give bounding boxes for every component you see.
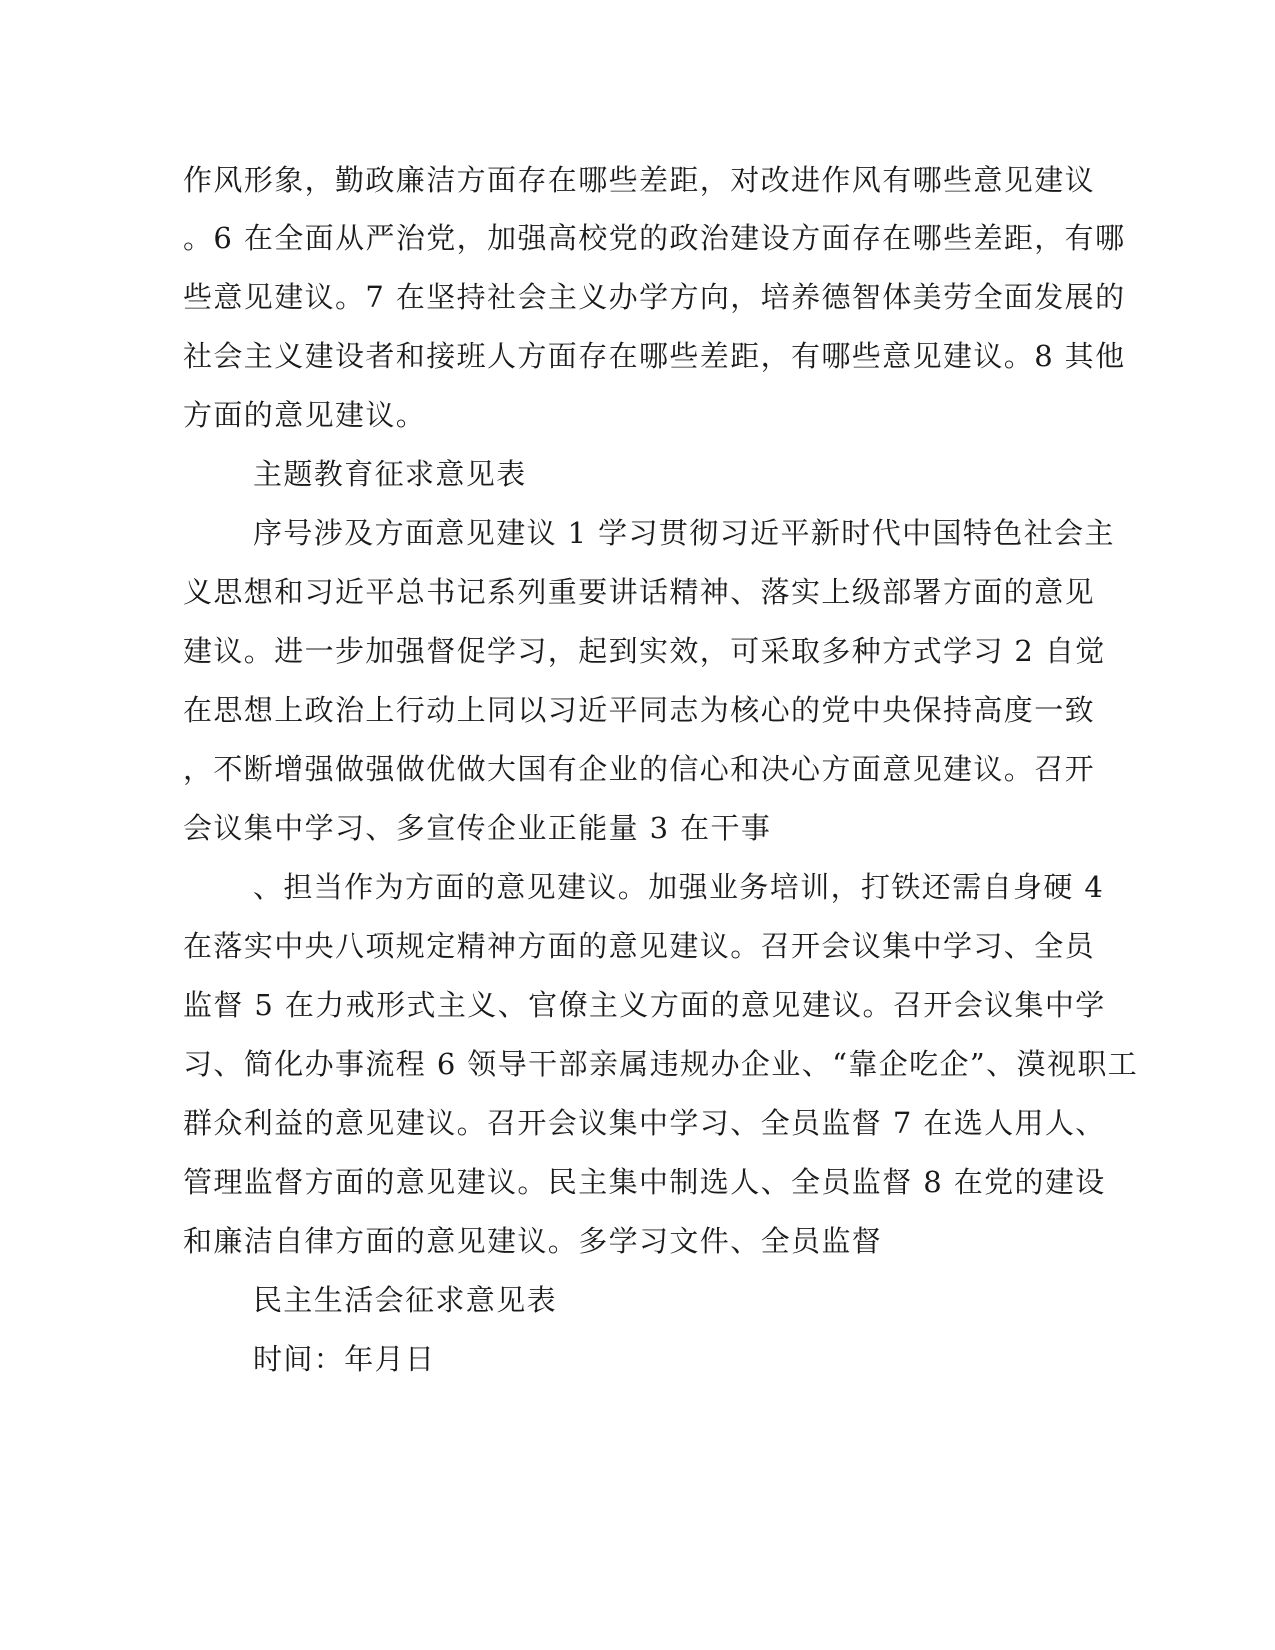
- text-line: 在思想上政治上行动上同以习近平同志为核心的党中央保持高度一致: [183, 693, 1096, 727]
- text-line: 会议集中学习、多宣传企业正能量 3 在干事: [183, 811, 772, 845]
- text-line: 和廉洁自律方面的意见建议。多学习文件、全员监督: [183, 1224, 883, 1258]
- text-line: 方面的意见建议。: [183, 398, 427, 432]
- text-line: 、担当作为方面的意见建议。加强业务培训，打铁还需自身硬 4: [253, 870, 1105, 904]
- text-line: 建议。进一步加强督促学习，起到实效，可采取多种方式学习 2 自觉: [183, 634, 1106, 668]
- text-line: 序号涉及方面意见建议 1 学习贯彻习近平新时代中国特色社会主: [253, 516, 1115, 550]
- text-line: 些意见建议。7 在坚持社会主义办学方向，培养德智体美劳全面发展的: [183, 280, 1126, 314]
- date-line: 时间：年月日: [253, 1342, 436, 1376]
- text-line: 义思想和习近平总书记系列重要讲话精神、落实上级部署方面的意见: [183, 575, 1096, 609]
- text-line: 群众利益的意见建议。召开会议集中学习、全员监督 7 在选人用人、: [183, 1106, 1106, 1140]
- text-line: 作风形象，勤政廉洁方面存在哪些差距，对改进作风有哪些意见建议: [183, 163, 1096, 197]
- section-heading: 民主生活会征求意见表: [253, 1283, 558, 1317]
- text-line: 监督 5 在力戒形式主义、官僚主义方面的意见建议。召开会议集中学: [183, 988, 1106, 1022]
- text-line: 。6 在全面从严治党，加强高校党的政治建设方面存在哪些差距，有哪: [183, 221, 1126, 255]
- text-line: 在落实中央八项规定精神方面的意见建议。召开会议集中学习、全员: [183, 929, 1096, 963]
- text-line: 管理监督方面的意见建议。民主集中制选人、全员监督 8 在党的建设: [183, 1165, 1106, 1199]
- text-line: 习、简化办事流程 6 领导干部亲属违规办企业、“靠企吃企”、漠视职工: [183, 1047, 1139, 1081]
- text-line: ，不断增强做强做优做大国有企业的信心和决心方面意见建议。召开: [183, 752, 1096, 786]
- section-heading: 主题教育征求意见表: [253, 457, 527, 491]
- text-line: 社会主义建设者和接班人方面存在哪些差距，有哪些意见建议。8 其他: [183, 339, 1126, 373]
